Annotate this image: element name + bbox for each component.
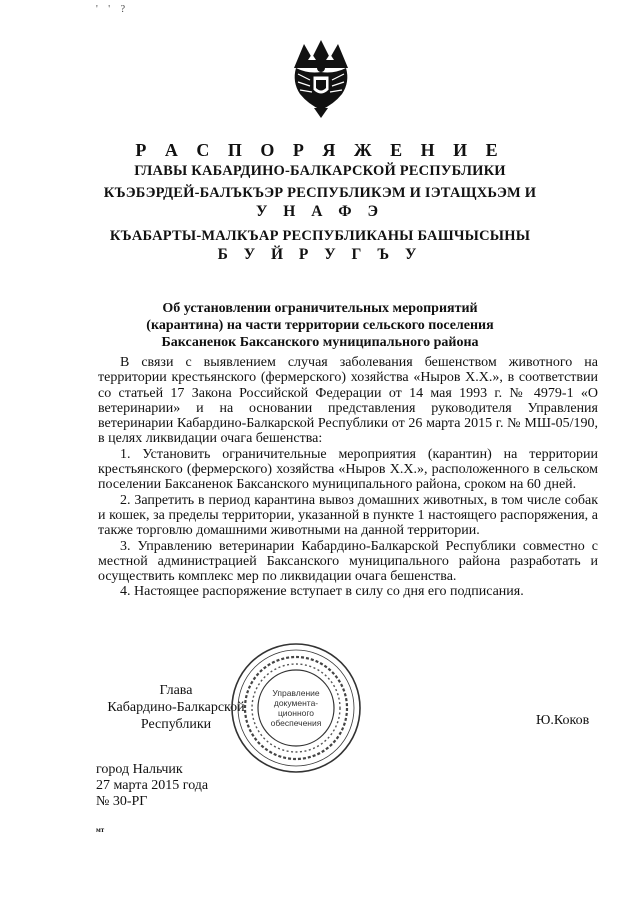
clause-1: 1. Установить ограничительные мероприятия (карантин) на территории крестьянского (фермерского) хозяйства «Ныров Х.Х.», расположенного в сельском поселении Баксаненок Баксанского муниципального района, сроком на 60 дней. <box>98 446 598 493</box>
issuer-line-kabardian: КЪЭБЭРДЕЙ-БАЛЪКЪЭР РЕСПУБЛИКЭМ И ІЭТАЩХЬЭМ И <box>103 185 537 201</box>
issue-date: 27 марта 2015 года <box>96 778 209 793</box>
corner-mark: ' ' ? <box>96 4 130 15</box>
issuer-line-balkar: КЪАБАРТЫ-МАЛКЪАР РЕСПУБЛИКАНЫ БАШЧЫСЫНЫ <box>109 228 531 244</box>
signatory-name: Ю.Коков <box>536 713 590 728</box>
document-number: № 30-РГ <box>96 794 148 809</box>
subject-line: (карантина) на части территории сельского поселения <box>146 318 494 333</box>
doc-type-balkar: Б У Й Р У Г Ъ У <box>217 246 423 263</box>
document-subject <box>120 300 520 351</box>
issuer-line-russian: ГЛАВЫ КАБАРДИНО-БАЛКАРСКОЙ РЕСПУБЛИКИ <box>134 163 506 179</box>
signatory-title-line: Кабардино-Балкарской <box>107 700 245 715</box>
stamp-text: документа- <box>273 698 319 708</box>
typist-mark: мт <box>96 826 105 834</box>
document-type-title: Р А С П О Р Я Ж Е Н И Е <box>135 140 505 160</box>
coat-of-arms-emblem <box>290 38 352 120</box>
stamp-text: Управление <box>272 688 320 698</box>
intro-paragraph: В связи с выявлением случая заболевания бешенством животного на территории крестьянского (фермерского) хозяйства «Ныров Х.Х.», в соответствии со статьей 17 Закона Российской Федерации от 14 мая 1993 г. № 4979-1 «О ветеринарии» и на основании представления руководителя Управления ветеринарии Кабардино-Балкарской Республики от 26 марта 2015 г. № МШ-05/190, в целях ликвидации очага бешенства: <box>98 355 598 447</box>
subject-line: Об установлении ограничительных мероприятий <box>162 301 478 316</box>
place-of-issue: город Нальчик <box>96 762 183 777</box>
clause-2: 2. Запретить в период карантина вывоз домашних животных, в том числе собак и кошек, за пределы территории, указанной в пункте 1 настоящего распоряжения, а также торговлю домашними животными на данной территории. <box>98 492 598 539</box>
clause-3: 3. Управлению ветеринарии Кабардино-Балкарской Республики совместно с местной администрацией Баксанского муниципального района разработать и осуществить комплекс мер по ликвидации очага бешенства. <box>98 538 598 585</box>
stamp-text: обеспечения <box>270 718 322 728</box>
doc-type-kabardian: У Н А Ф Э <box>256 203 384 220</box>
subject-line: Баксаненок Баксанского муниципального района <box>161 335 479 350</box>
document-footer <box>96 762 208 810</box>
clause-4: 4. Настоящее распоряжение вступает в силу со дня его подписания. <box>120 584 524 600</box>
stamp-text: ционного <box>277 708 315 718</box>
document-body <box>98 355 598 600</box>
signatory-title-line: Республики <box>140 717 212 732</box>
official-stamp <box>228 640 364 776</box>
signatory-title-line: Глава <box>159 683 193 698</box>
